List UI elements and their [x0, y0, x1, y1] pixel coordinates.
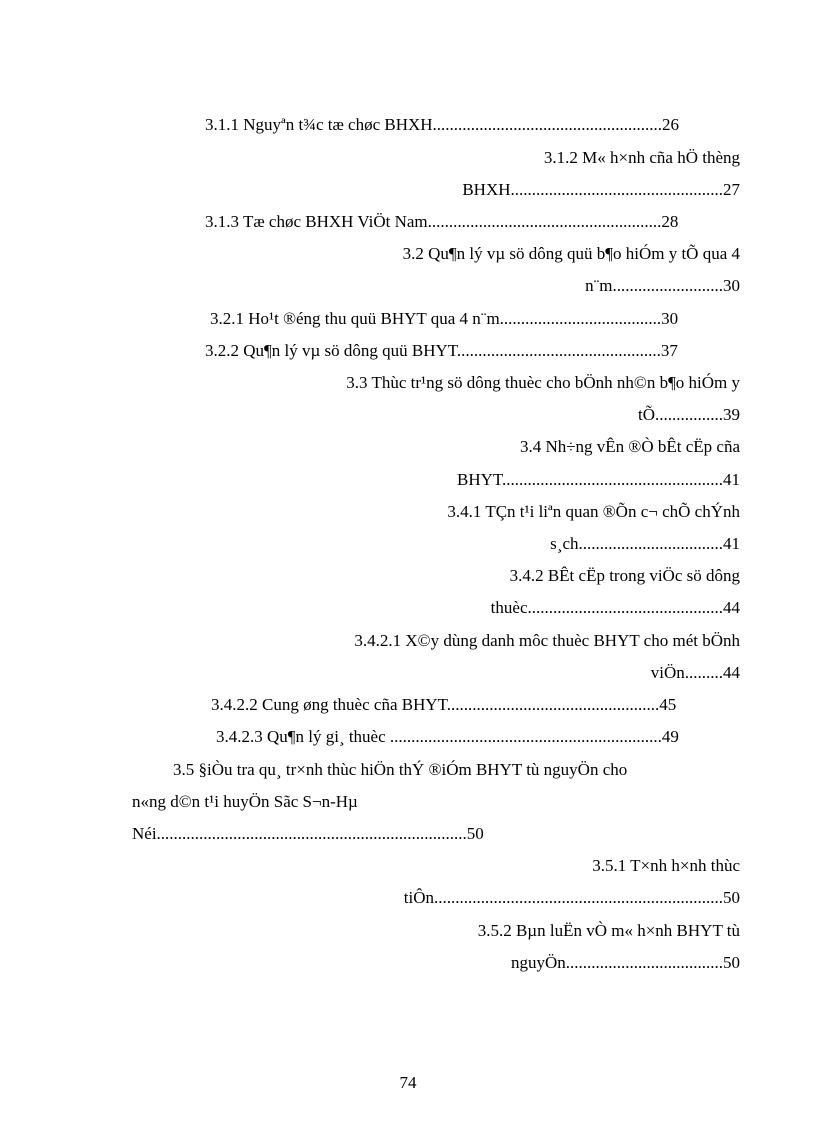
toc-entry-3-4: 3.4 Nh÷ng vÊn ®Ò bÊt cËp cña: [519, 437, 740, 456]
toc-entry-3-2-1: 3.2.1 Ho¹t ®éng thu quü BHYT qua 4 n¨m......................................30: [210, 309, 679, 328]
toc-entry-3-1-3: 3.1.3 Tæ chøc BHXH ViÖt Nam.......................................................28: [205, 212, 679, 231]
toc-entry-3-4-2-3: 3.4.2.3 Qu¶n lý gi¸ thuèc ................................................................49: [216, 727, 679, 746]
toc-entry-3-5-cont: n«ng d©n t¹i huyÖn Sãc S¬n-Hµ: [132, 792, 358, 811]
toc-entry-3-4-1-cont: s¸ch..................................41: [550, 534, 740, 553]
toc-entry-3-5-2: 3.5.2 Bµn luËn vÒ m« h×nh BHYT tù: [477, 921, 740, 940]
toc-entry-3-3-cont: tÕ................39: [638, 405, 740, 424]
toc-entry-3-4-2-1-cont: viÖn.........44: [650, 663, 740, 682]
toc-entry-3-4-2: 3.4.2 BÊt cËp trong viÖc sö dông: [509, 566, 740, 585]
toc-entry-3-5-1: 3.5.1 T×nh h×nh thùc: [592, 856, 740, 875]
toc-entry-3-5-cont2: Néi.........................................................................50: [132, 824, 484, 843]
toc-entry-3-5-2-cont: nguyÖn.....................................50: [510, 953, 740, 972]
toc-entry-3-4-2-2: 3.4.2.2 Cung øng thuèc cña BHYT..................................................45: [211, 695, 677, 714]
toc-entry-3-5: 3.5 §iÒu tra qu¸ tr×nh thùc hiÖn thÝ ®iÓm BHYT tù nguyÖn cho: [173, 760, 628, 779]
toc-entry-3-2-2: 3.2.2 Qu¶n lý vµ sö dông quü BHYT................................................37: [205, 341, 678, 360]
toc-entry-3-1-2-cont: BHXH..................................................27: [462, 180, 740, 199]
toc-entry-3-4-2-cont: thuèc..............................................44: [490, 598, 740, 617]
toc-entry-3-4-2-1: 3.4.2.1 X©y dùng danh môc thuèc BHYT cho mét bÖnh: [354, 631, 740, 650]
page-number: 74: [399, 1073, 417, 1092]
toc-entry-3-2-cont: n¨m..........................30: [585, 276, 740, 295]
toc-entry-3-4-1: 3.4.1 TÇn t¹i liªn quan ®Õn c¬ chÕ chÝnh: [447, 502, 740, 521]
toc-entry-3-5-1-cont: tiÔn....................................................................50: [403, 888, 740, 907]
toc-entry-3-1-2: 3.1.2 M« h×nh cña hÖ thèng: [543, 148, 740, 167]
toc-entry-3-3: 3.3 Thùc tr¹ng sö dông thuèc cho bÖnh nh©n b¶o hiÓm y: [346, 373, 740, 392]
toc-entry-3-1-1: 3.1.1 Nguyªn t¾c tæ chøc BHXH......................................................26: [205, 115, 680, 134]
toc-entry-3-4-cont: BHYT....................................................41: [456, 470, 740, 489]
toc-entry-3-2: 3.2 Qu¶n lý vµ sö dông quü b¶o hiÓm y tÕ qua 4: [402, 244, 740, 263]
